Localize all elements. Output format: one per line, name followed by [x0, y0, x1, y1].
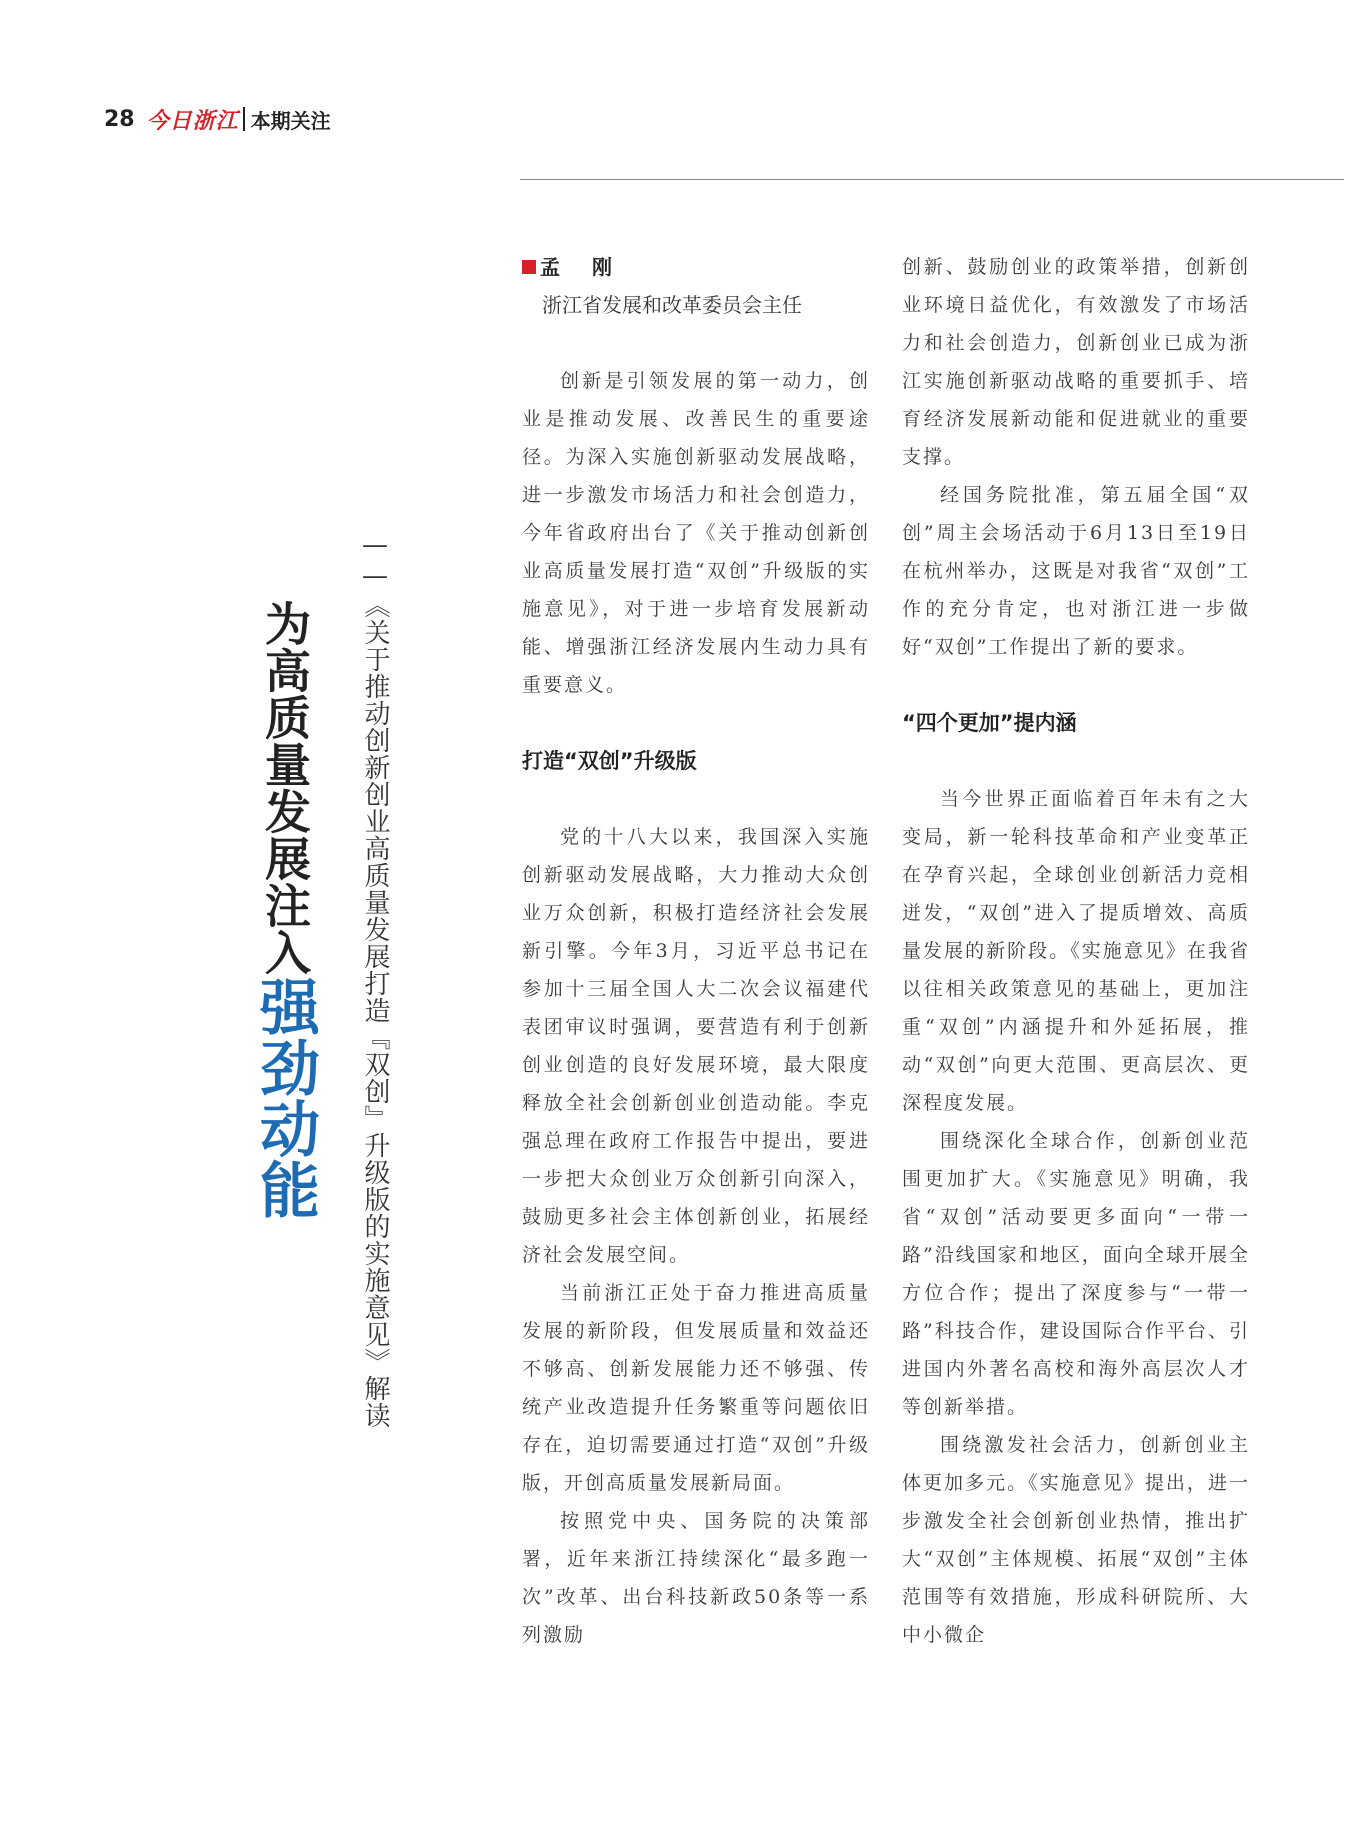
author-role: 浙江省发展和改革委员会主任 — [542, 293, 802, 317]
author-name: 孟 刚 — [540, 255, 618, 279]
continued-paragraph: 创新、鼓励创业的政策举措，创新创业环境日益优化，有效激发了市场活力和社会创造力，创新创业已成为浙江实施创新驱动战略的重要抓手、培育经济发展新动能和促进就业的重要支撑。 — [902, 256, 1250, 468]
article-subtitle: ——《关于推动创新创业高质量发展打造『双创』升级版的实施意见》解读 — [360, 530, 390, 1429]
paragraph: 经国务院批准，第五届全国“双创”周主会场活动于6月13日至19日在杭州举办，这既是对我省“双创”工作的充分肯定，也对浙江进一步做好“双创”工作提出了新的要求。 — [902, 484, 1250, 658]
title-part-1: 为高质量发展注入 — [258, 600, 312, 976]
text-column-2 — [902, 248, 1250, 1654]
author-marker-icon — [522, 260, 536, 274]
section-heading-2: “四个更加”提内涵 — [902, 711, 1077, 735]
intro-paragraph: 创新是引领发展的第一动力，创业是推动发展、改善民生的重要途径。为深入实施创新驱动发展战略，进一步激发市场活力和社会创造力，今年省政府出台了《关于推动创新创业高质量发展打造“双创”升级版的实施意见》，对于进一步培育发展新动能、增强浙江经济发展内生动力具有重要意义。 — [522, 370, 870, 696]
magazine-logo: 今日浙江 — [146, 107, 239, 134]
section-label: 本期关注 — [250, 108, 331, 133]
paragraph: 当前浙江正处于奋力推进高质量发展的新阶段，但发展质量和效益还不够高、创新发展能力还不够强、传统产业改造提升任务繁重等问题依旧存在，迫切需要通过打造“双创”升级版，开创高质量发展新局面。 — [522, 1282, 870, 1494]
article-title — [250, 600, 320, 1220]
section-heading-1: 打造“双创”升级版 — [522, 749, 697, 773]
paragraph: 党的十八大以来，我国深入实施创新驱动发展战略，大力推动大众创业万众创新，积极打造经济社会发展新引擎。今年3月，习近平总书记在参加十三届全国人大二次会议福建代表团审议时强调，要营造有利于创新创业创造的良好发展环境，最大限度释放全社会创新创业创造动能。李克强总理在政府工作报告中提出，要进一步把大众创业万众创新引向深入，鼓励更多社会主体创新创业，拓展经济社会发展空间。 — [522, 826, 870, 1266]
paragraph: 围绕激发社会活力，创新创业主体更加多元。《实施意见》提出，进一步激发全社会创新创业热情，推出扩大“双创”主体规模、拓展“双创”主体范围等有效措施，形成科研院所、大中小微企 — [902, 1434, 1250, 1646]
page-number: 28 — [104, 106, 135, 132]
text-column-1 — [522, 248, 870, 1654]
paragraph: 按照党中央、国务院的决策部署，近年来浙江持续深化“最多跑一次”改革、出台科技新政50条等一系列激励 — [522, 1510, 870, 1646]
title-part-2: 强劲动能 — [250, 976, 320, 1220]
paragraph: 当今世界正面临着百年未有之大变局，新一轮科技革命和产业变革正在孕育兴起，全球创业创新活力竞相迸发，“双创”进入了提质增效、高质量发展的新阶段。《实施意见》在我省以往相关政策意见的基础上，更加注重“双创”内涵提升和外延拓展，推动“双创”向更大范围、更高层次、更深程度发展。 — [902, 788, 1250, 1114]
top-rule — [520, 179, 1344, 180]
header-divider — [243, 107, 245, 131]
paragraph: 围绕深化全球合作，创新创业范围更加扩大。《实施意见》明确，我省“双创”活动要更多面向“一带一路”沿线国家和地区，面向全球开展全方位合作；提出了深度参与“一带一路”科技合作，建设国际合作平台、引进国内外著名高校和海外高层次人才等创新举措。 — [902, 1130, 1250, 1418]
author-line — [522, 248, 870, 286]
page-header — [104, 104, 331, 134]
